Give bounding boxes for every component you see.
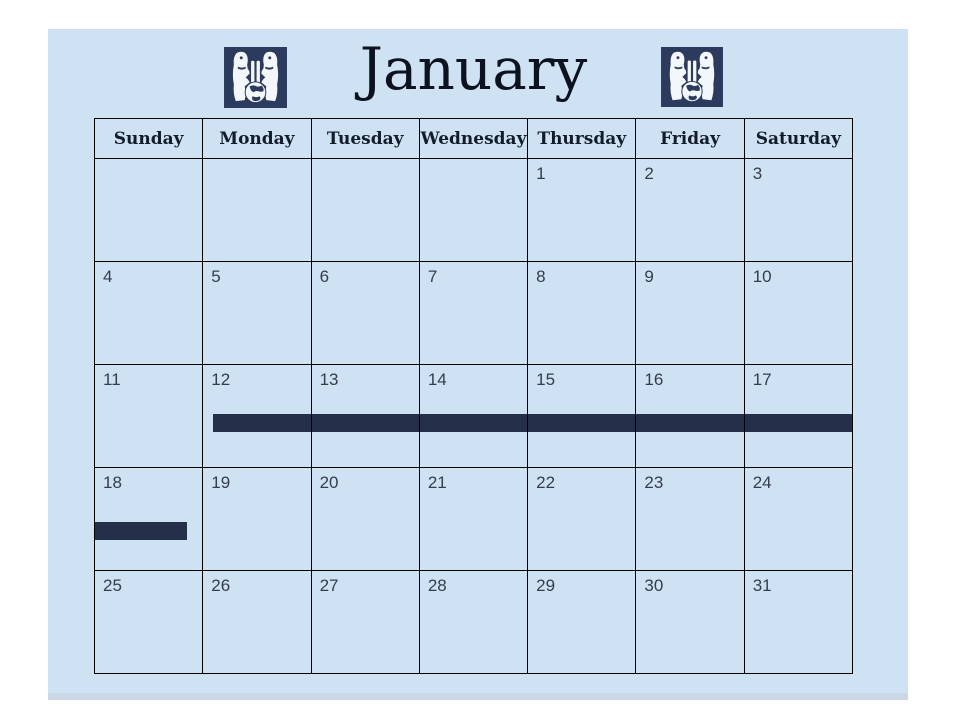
day-header-sunday: Sunday <box>95 119 203 159</box>
week-row-1 <box>95 159 853 262</box>
calendar-day-cell: 7 <box>419 262 527 365</box>
calendar-day-cell: 14 <box>419 365 527 468</box>
calendar-day-cell: 2 <box>636 159 744 262</box>
calendar-day-cell: 31 <box>744 571 852 674</box>
day-header-wednesday: Wednesday <box>419 119 527 159</box>
calendar-day-cell: 27 <box>311 571 419 674</box>
calendar-day-cell: 21 <box>419 468 527 571</box>
calendar-day-cell: 25 <box>95 571 203 674</box>
calendar-day-cell <box>311 159 419 262</box>
calendar-day-cell: 16 <box>636 365 744 468</box>
week-row-2 <box>95 262 853 365</box>
calendar-day-cell: 6 <box>311 262 419 365</box>
calendar-day-cell: 18 <box>95 468 203 571</box>
calendar-grid <box>94 118 853 673</box>
calendar-day-cell: 8 <box>528 262 636 365</box>
day-header-saturday: Saturday <box>744 119 852 159</box>
calendar-day-cell: 17 <box>744 365 852 468</box>
calendar-day-cell <box>95 159 203 262</box>
calendar-table <box>94 118 853 674</box>
calendar-day-cell: 11 <box>95 365 203 468</box>
calendar-day-cell: 9 <box>636 262 744 365</box>
calendar-day-cell: 15 <box>528 365 636 468</box>
calendar-day-cell: 12 <box>203 365 311 468</box>
crest-logo-icon <box>661 47 723 107</box>
calendar-day-cell: 5 <box>203 262 311 365</box>
week-row-4 <box>95 468 853 571</box>
calendar-day-cell: 23 <box>636 468 744 571</box>
week-row-3 <box>95 365 853 468</box>
day-header-friday: Friday <box>636 119 744 159</box>
calendar-day-cell <box>203 159 311 262</box>
day-header-row <box>95 119 853 159</box>
calendar-day-cell: 22 <box>528 468 636 571</box>
calendar-day-cell: 13 <box>311 365 419 468</box>
day-header-monday: Monday <box>203 119 311 159</box>
calendar-day-cell: 29 <box>528 571 636 674</box>
calendar-day-cell: 20 <box>311 468 419 571</box>
calendar-day-cell: 1 <box>528 159 636 262</box>
calendar-day-cell: 10 <box>744 262 852 365</box>
calendar-day-cell: 30 <box>636 571 744 674</box>
month-title: January <box>359 35 588 103</box>
calendar-day-cell: 3 <box>744 159 852 262</box>
calendar-day-cell: 28 <box>419 571 527 674</box>
day-header-thursday: Thursday <box>528 119 636 159</box>
calendar-day-cell <box>419 159 527 262</box>
calendar-day-cell: 4 <box>95 262 203 365</box>
calendar-day-cell: 26 <box>203 571 311 674</box>
calendar-day-cell: 19 <box>203 468 311 571</box>
day-header-tuesday: Tuesday <box>311 119 419 159</box>
week-row-5 <box>95 571 853 674</box>
calendar-day-cell: 24 <box>744 468 852 571</box>
